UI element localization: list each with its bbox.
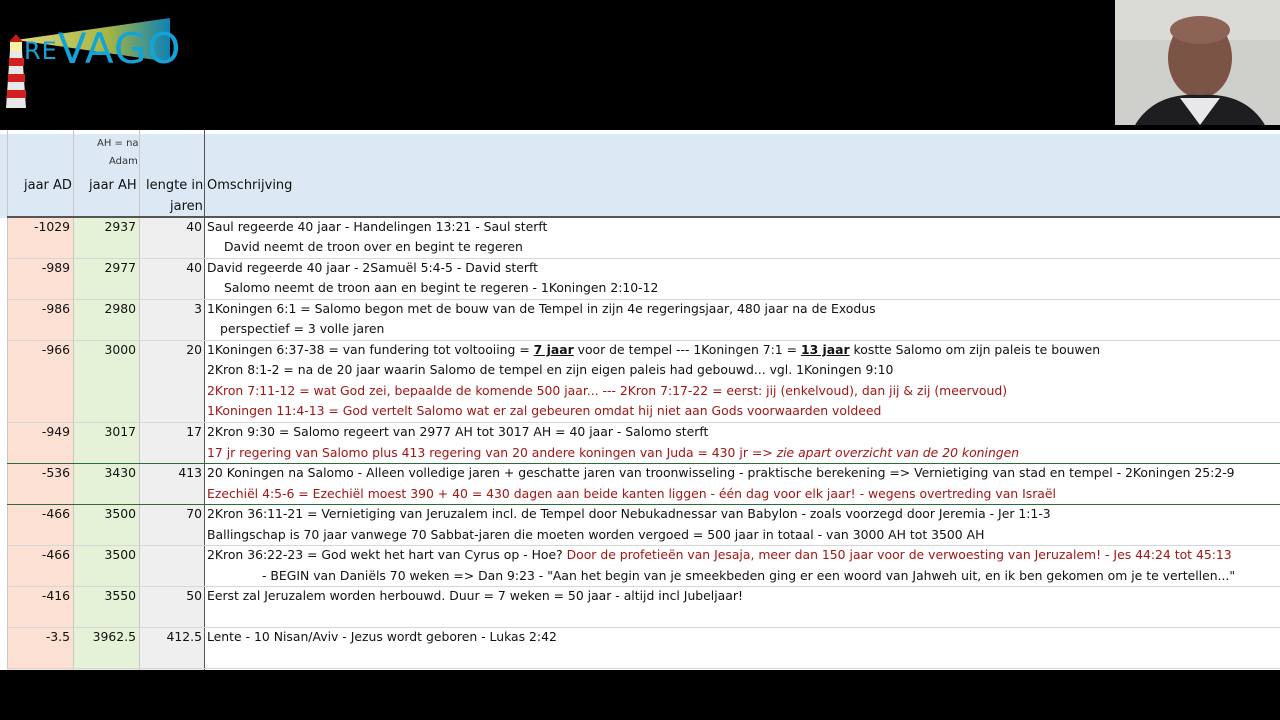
cell-jaar-ad[interactable]: -986 [41,301,70,316]
cell-omschrijving-line2[interactable]: Ezechiël 4:5-6 = Ezechiël moest 390 + 40 = 430 dagen aan beide kanten liggen - één dag voor elk jaar! - wegens overtreding van Israël [207,486,1056,501]
cell-omschrijving[interactable]: 2Kron 36:11-21 = Vernietiging van Jeruzalem incl. de Tempel door Nebukadnessar van Babylon - zoals voorzegd door Jeremia - Jer 1:1-3 [207,506,1051,521]
cell-jaar-ah[interactable]: 2937 [104,219,136,234]
header-ah-note-2: Adam [109,156,138,167]
cell-omschrijving-line2[interactable] [207,443,1019,463]
text-segment: 17 jr regering van Salomo plus 413 regering van 20 andere koningen van Juda = 430 jr => [207,445,777,460]
header-ah-note-1: AH = na [97,138,139,149]
cell-omschrijving-line2[interactable]: Salomo neemt de troon aan en begint te regeren - 1Koningen 2:10-12 [224,280,659,295]
cell-jaar-ah[interactable]: 3500 [104,547,136,562]
text-segment-italic: zie apart overzicht van de 20 koningen [776,445,1020,460]
presenter-avatar [1115,0,1280,125]
cell-lengte[interactable]: 17 [186,424,202,439]
cell-lengte[interactable]: 20 [186,342,202,357]
webcam-feed [1115,0,1280,125]
header-jaar-ad[interactable]: jaar AD [24,178,72,193]
cell-jaar-ah[interactable]: 3017 [104,424,136,439]
cell-jaar-ad[interactable]: -3.5 [45,629,70,644]
cell-jaar-ah[interactable]: 3000 [104,342,136,357]
cell-jaar-ah[interactable]: 2977 [104,260,136,275]
cell-lengte[interactable]: 412.5 [166,629,202,644]
cell-omschrijving[interactable]: Lente - 10 Nisan/Aviv - Jezus wordt geboren - Lukas 2:42 [207,629,557,644]
cell-omschrijving-line2[interactable]: perspectief = 3 volle jaren [220,321,385,336]
text-segment-underlined: 7 jaar [533,342,574,357]
cell-jaar-ad[interactable]: -416 [41,588,70,603]
logo-text-re: RE [24,37,58,65]
text-segment-red: Door de profetieën van Jesaja, meer dan 150 jaar voor de verwoesting van Jeruzalem! - Jes 44:24 tot 45:13 [566,547,1232,562]
cell-omschrijving-line3[interactable]: 2Kron 7:11-12 = wat God zei, bepaalde de komende 500 jaar... --- 2Kron 7:17-22 = eerst: jij (enkelvoud), dan jij & zij (meervoud) [207,383,1008,398]
cell-lengte[interactable]: 40 [186,260,202,275]
cell-omschrijving-line2[interactable]: David neemt de troon over en begint te regeren [224,239,523,254]
cell-omschrijving[interactable] [207,340,1100,360]
cell-lengte[interactable]: 413 [178,465,202,480]
text-segment: 1Koningen 6:37-38 = van fundering tot voltooiing = [207,342,534,357]
logo-wordmark [24,24,182,73]
text-segment: kostte Salomo om zijn paleis te bouwen [849,342,1101,357]
cell-lengte[interactable]: 70 [186,506,202,521]
logo-text-main: VAGO [57,24,182,73]
text-segment-underlined: 13 jaar [800,342,850,357]
cell-jaar-ah[interactable]: 3500 [104,506,136,521]
cell-jaar-ah[interactable]: 3550 [104,588,136,603]
cell-omschrijving[interactable]: 1Koningen 6:1 = Salomo begon met de bouw van de Tempel in zijn 4e regeringsjaar, 480 jaar na de Exodus [207,301,876,316]
text-segment: voor de tempel --- 1Koningen 7:1 = [573,342,801,357]
cell-omschrijving[interactable]: Saul regeerde 40 jaar - Handelingen 13:21 - Saul sterft [207,219,548,234]
header-jaar-ah[interactable]: jaar AH [89,178,137,193]
cell-omschrijving[interactable]: 2Kron 9:30 = Salomo regeert van 2977 AH tot 3017 AH = 40 jaar - Salomo sterft [207,424,709,439]
cell-omschrijving-line2[interactable]: 2Kron 8:1-2 = na de 20 jaar waarin Salomo de tempel en zijn eigen paleis had gebouwd... vgl. 1Koningen 9:10 [207,362,894,377]
revago-logo [0,10,180,115]
spreadsheet[interactable] [0,130,1280,670]
cell-jaar-ad[interactable]: -536 [41,465,70,480]
cell-jaar-ad[interactable]: -966 [41,342,70,357]
header-lengte-2: jaren [170,199,203,214]
cell-lengte[interactable]: 40 [186,219,202,234]
cell-omschrijving-line2[interactable]: - BEGIN van Daniëls 70 weken => Dan 9:23 - "Aan het begin van je smeekbeden ging er een woord van Jahweh uit, en ik ben gekomen om je te vertellen..." [262,568,1236,583]
cell-jaar-ah[interactable]: 3962.5 [92,629,136,644]
cell-omschrijving[interactable]: David regeerde 40 jaar - 2Samuël 5:4-5 - David sterft [207,260,539,275]
header-omschrijving[interactable]: Omschrijving [207,178,293,193]
cell-lengte[interactable]: 3 [194,301,202,316]
cell-omschrijving[interactable]: Eerst zal Jeruzalem worden herbouwd. Duur = 7 weken = 50 jaar - altijd incl Jubeljaar! [207,588,743,603]
cell-jaar-ad[interactable]: -466 [41,506,70,521]
row-separator [7,668,1280,669]
video-top-bar [0,0,1280,130]
cell-jaar-ad[interactable]: -949 [41,424,70,439]
header-lengte-1[interactable]: lengte in [146,178,204,193]
cell-jaar-ad[interactable]: -1029 [33,219,70,234]
cell-jaar-ah[interactable]: 2980 [104,301,136,316]
video-bottom-bar [0,670,1280,720]
cell-omschrijving[interactable]: 20 Koningen na Salomo - Alleen volledige jaren + geschatte jaren van troonwisseling - praktische berekening => Vernietiging van stad en tempel - 2Koningen 25:2-9 [207,465,1235,480]
cell-jaar-ad[interactable]: -989 [41,260,70,275]
cell-omschrijving[interactable] [207,545,1232,565]
cell-omschrijving-line4[interactable]: 1Koningen 11:4-13 = God vertelt Salomo wat er zal gebeuren omdat hij niet aan Gods voorwaarden voldeed [207,403,882,418]
grid-line [204,130,205,670]
cell-omschrijving-line2[interactable]: Ballingschap is 70 jaar vanwege 70 Sabbat-jaren die moeten worden vergoed = 500 jaar in totaal - van 3000 AH tot 3500 AH [207,527,985,542]
cell-jaar-ad[interactable]: -466 [41,547,70,562]
text-segment: 2Kron 36:22-23 = God wekt het hart van Cyrus op - Hoe? [207,547,567,562]
cell-jaar-ah[interactable]: 3430 [104,465,136,480]
cell-lengte[interactable]: 50 [186,588,202,603]
